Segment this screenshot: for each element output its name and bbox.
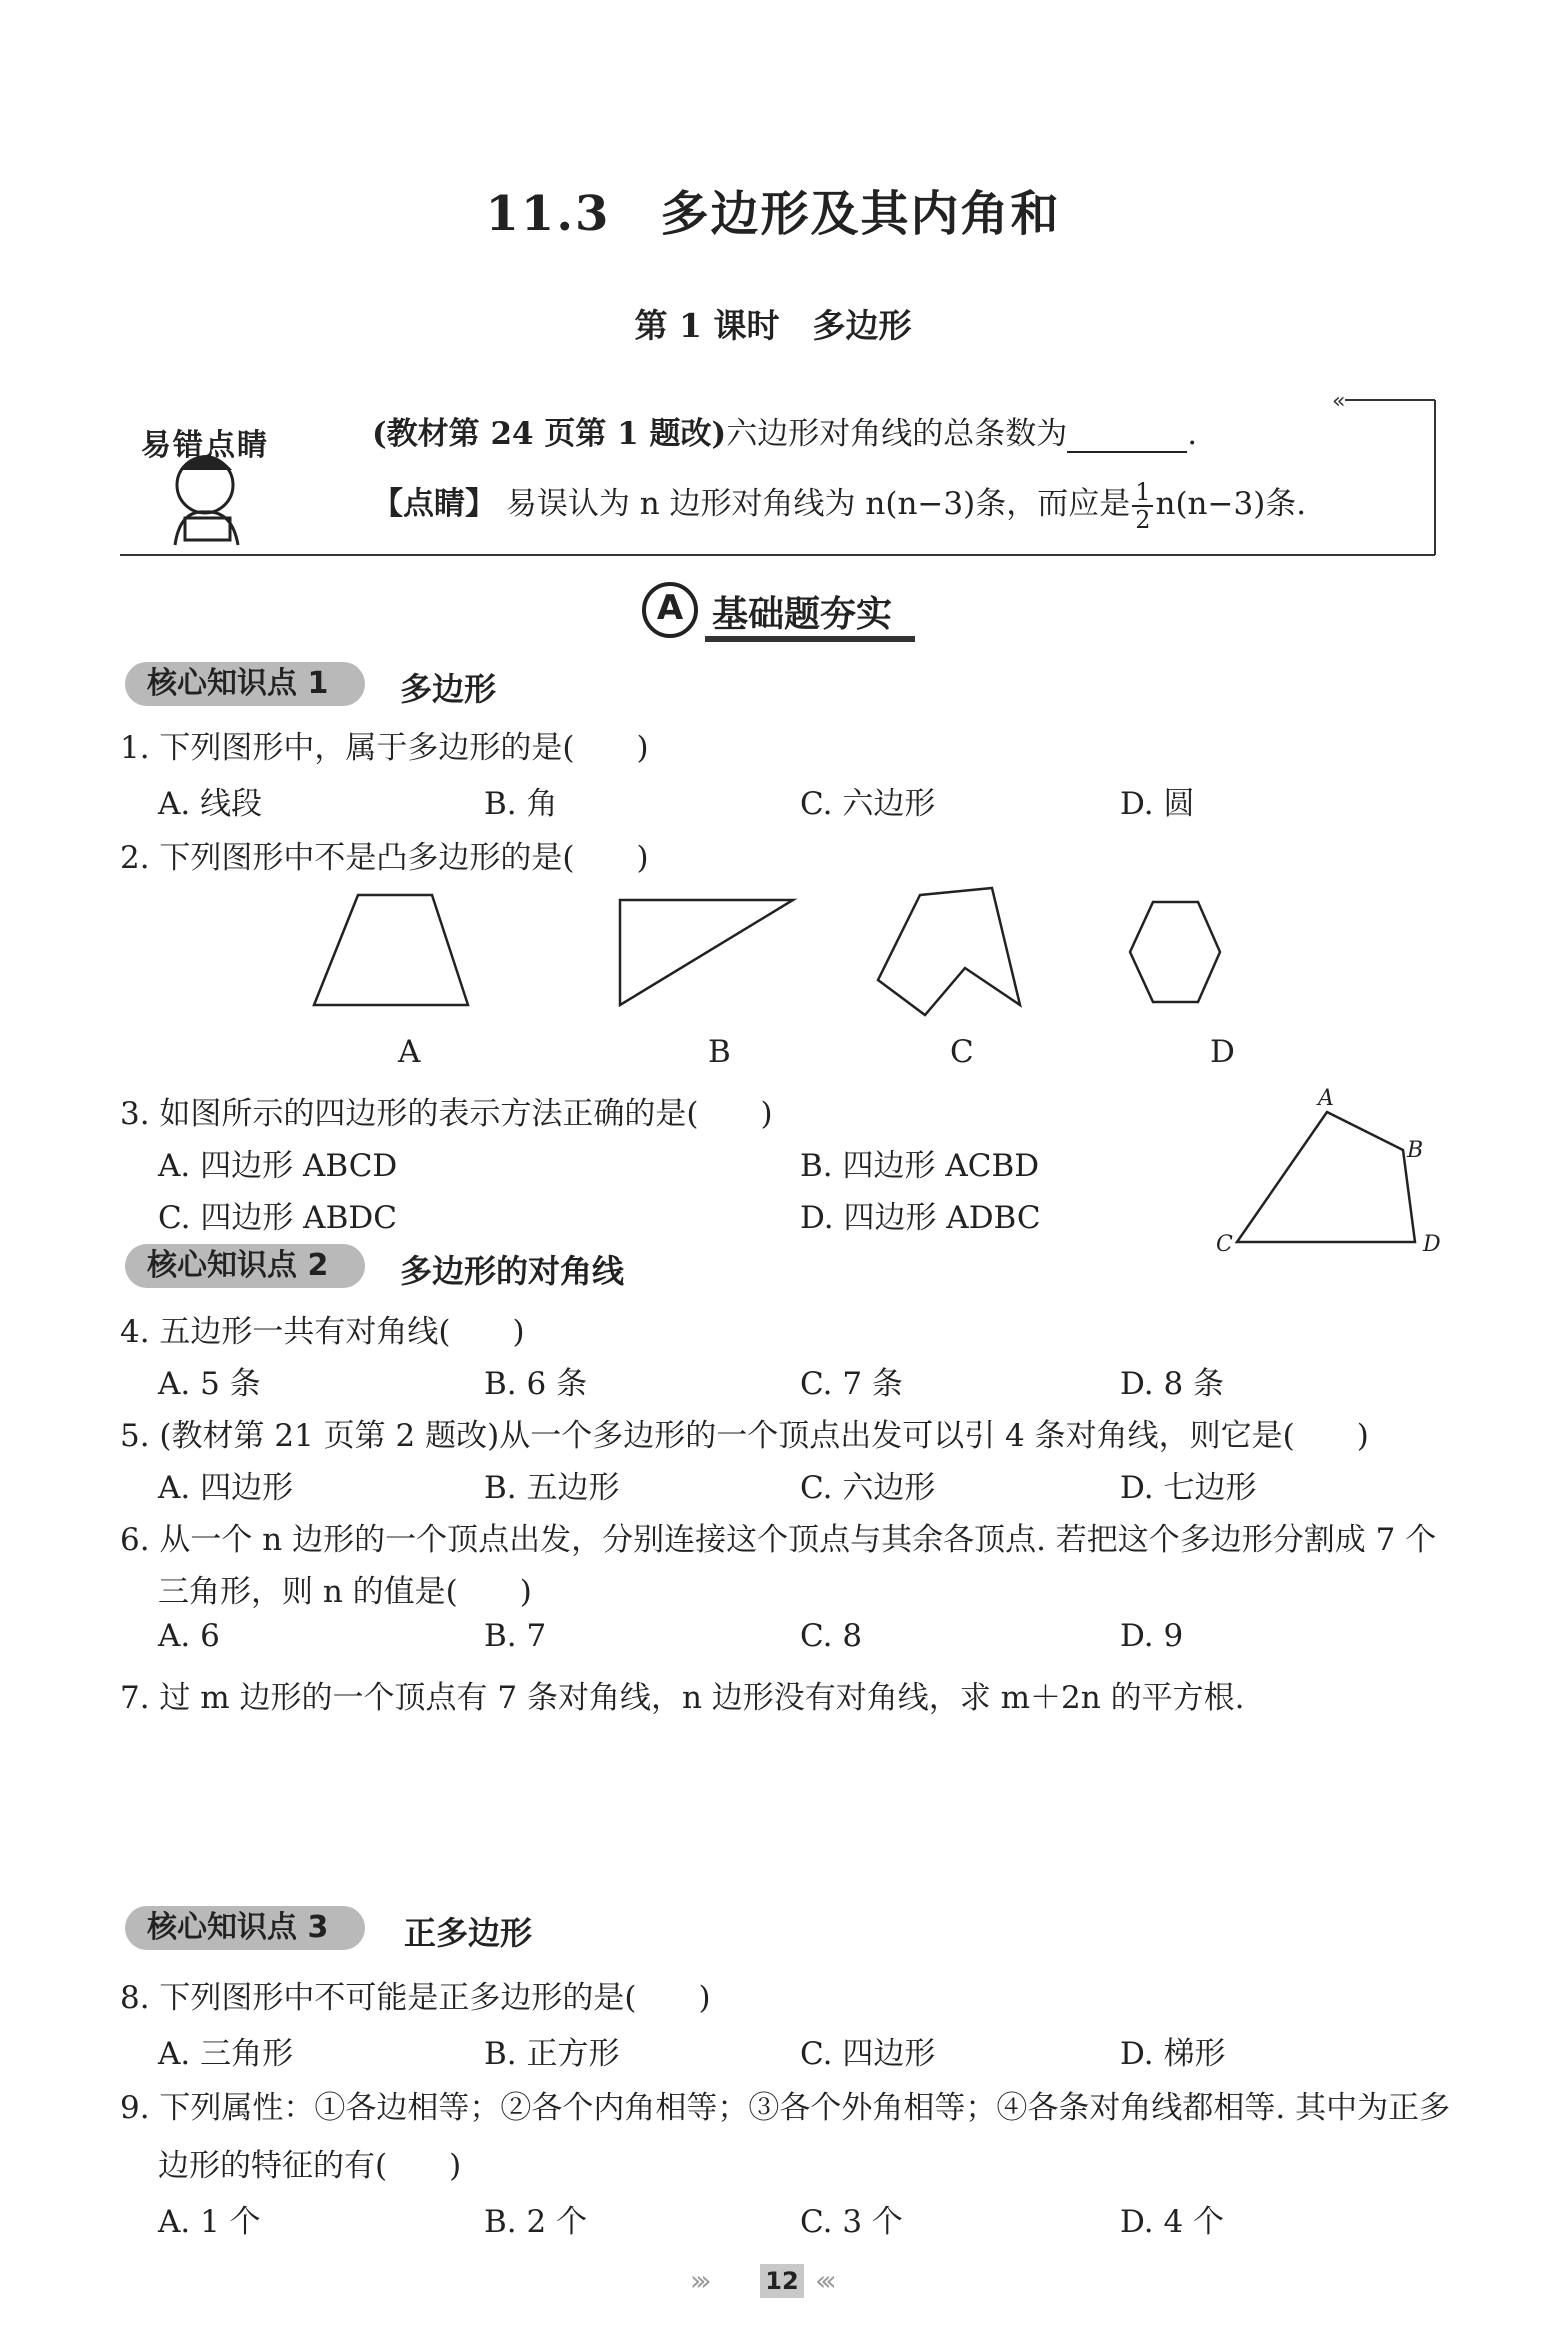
fraction-denominator: 2 <box>1135 505 1151 534</box>
chevrons-left-icon: ‹‹‹ <box>815 2264 831 2297</box>
page-number: 12 <box>760 2264 804 2298</box>
question-6-line-1: 6. 从一个 n 边形的一个顶点出发，分别连接这个顶点与其余各顶点. 若把这个多边形分割成 7 个 <box>120 1522 1437 1558</box>
q9-option-d[interactable]: D. 4 个 <box>1120 2204 1225 2240</box>
question-2: 2. 下列图形中不是凸多边形的是( ) <box>120 840 649 876</box>
fraction-numerator: 1 <box>1132 479 1153 507</box>
section-badge: A <box>656 588 684 628</box>
knowledge-point-title: 多边形 <box>400 670 497 708</box>
q6-option-d[interactable]: D. 9 <box>1120 1618 1184 1654</box>
q5-option-d[interactable]: D. 七边形 <box>1120 1470 1257 1506</box>
vertex-label-d: D <box>1423 1232 1441 1257</box>
knowledge-point-badge: 核心知识点 3 <box>125 1906 365 1950</box>
question-8: 8. 下列图形中不可能是正多边形的是( ) <box>120 1980 711 2016</box>
q3-option-a[interactable]: A. 四边形 ABCD <box>158 1148 398 1184</box>
q9-option-c[interactable]: C. 3 个 <box>800 2204 903 2240</box>
hexagon-shape <box>1130 902 1220 1002</box>
tip-question-end: . <box>1187 416 1198 452</box>
book-icon <box>185 518 230 540</box>
section-title: 基础题夯实 <box>712 594 893 635</box>
section-header <box>640 580 920 650</box>
q1-option-d[interactable]: D. 圆 <box>1120 786 1195 822</box>
tip-question-text: 六边形对角线的总条数为 <box>726 416 1068 452</box>
q5-option-b[interactable]: B. 五边形 <box>484 1470 620 1506</box>
tip-question <box>372 408 1197 453</box>
q2-figures <box>300 880 1300 1030</box>
question-6-line-2: 三角形，则 n 的值是( ) <box>158 1574 532 1610</box>
tip-note-text: 易误认为 n 边形对角线为 n(n−3)条，而应是 <box>505 486 1131 522</box>
q6-option-c[interactable]: C. 8 <box>800 1618 863 1654</box>
answer-area[interactable] <box>120 1730 1430 1900</box>
knowledge-point-badge: 核心知识点 2 <box>125 1244 365 1288</box>
fraction <box>1132 479 1153 533</box>
question-9-line-1: 9. 下列属性：①各边相等；②各个内角相等；③各个外角相等；④各条对角线都相等. 其中为正多 <box>120 2090 1451 2126</box>
question-7: 7. 过 m 边形的一个顶点有 7 条对角线，n 边形没有对角线，求 m＋2n 的平方根. <box>120 1680 1245 1716</box>
q4-option-a[interactable]: A. 5 条 <box>158 1366 261 1402</box>
q8-option-a[interactable]: A. 三角形 <box>158 2036 294 2072</box>
tip-note-label: 【点睛】 <box>372 486 496 522</box>
q1-option-b[interactable]: B. 角 <box>484 786 558 822</box>
svg-text:«: « <box>1332 390 1346 414</box>
q6-option-a[interactable]: A. 6 <box>158 1618 220 1654</box>
q4-option-d[interactable]: D. 8 条 <box>1120 1366 1225 1402</box>
section-underline <box>705 636 915 642</box>
q2-label-c: C <box>950 1034 974 1070</box>
vertex-label-b: B <box>1407 1138 1424 1163</box>
vertex-label-a: A <box>1318 1086 1334 1111</box>
q4-option-c[interactable]: C. 7 条 <box>800 1366 903 1402</box>
knowledge-point-badge: 核心知识点 1 <box>125 662 365 706</box>
tip-badge: 易错点睛 <box>141 428 269 463</box>
knowledge-point-title: 正多边形 <box>404 1914 533 1952</box>
question-1: 1. 下列图形中，属于多边形的是( ) <box>120 730 649 766</box>
question-9-line-2: 边形的特征的有( ) <box>158 2148 462 2184</box>
q1-option-a[interactable]: A. 线段 <box>158 786 263 822</box>
q1-option-c[interactable]: C. 六边形 <box>800 786 936 822</box>
q8-option-b[interactable]: B. 正方形 <box>484 2036 620 2072</box>
page-title: 11.3 多边形及其内角和 <box>485 186 1061 242</box>
q3-option-d[interactable]: D. 四边形 ADBC <box>800 1200 1041 1236</box>
q5-option-a[interactable]: A. 四边形 <box>158 1470 294 1506</box>
knowledge-point-title: 多边形的对角线 <box>400 1252 625 1290</box>
vertex-label-c: C <box>1216 1232 1233 1257</box>
answer-blank[interactable] <box>1067 425 1187 453</box>
q9-option-a[interactable]: A. 1 个 <box>158 2204 261 2240</box>
q3-option-b[interactable]: B. 四边形 ACBD <box>800 1148 1040 1184</box>
tip-note <box>372 478 1306 533</box>
lesson-subtitle: 第 1 课时 多边形 <box>634 306 912 345</box>
q2-label-a: A <box>398 1034 421 1070</box>
page-footer <box>690 2262 870 2302</box>
concave-polygon-shape <box>878 888 1020 1015</box>
tip-source: (教材第 24 页第 1 题改) <box>372 416 727 452</box>
q6-option-b[interactable]: B. 7 <box>484 1618 547 1654</box>
q5-option-c[interactable]: C. 六边形 <box>800 1470 936 1506</box>
q8-option-d[interactable]: D. 梯形 <box>1120 2036 1226 2072</box>
triangle-shape <box>620 900 793 1005</box>
q3-quadrilateral-figure <box>1200 1085 1440 1265</box>
question-4: 4. 五边形一共有对角线( ) <box>120 1314 525 1350</box>
q3-option-c[interactable]: C. 四边形 ABDC <box>158 1200 397 1236</box>
q8-option-c[interactable]: C. 四边形 <box>800 2036 936 2072</box>
tip-note-text-2: n(n−3)条. <box>1155 486 1307 522</box>
question-3: 3. 如图所示的四边形的表示方法正确的是( ) <box>120 1096 773 1132</box>
chevrons-right-icon: ››› <box>690 2264 706 2297</box>
q9-option-b[interactable]: B. 2 个 <box>484 2204 588 2240</box>
q2-label-b: B <box>708 1034 731 1070</box>
trapezoid-shape <box>314 895 468 1005</box>
q4-option-b[interactable]: B. 6 条 <box>484 1366 588 1402</box>
q2-label-d: D <box>1210 1034 1235 1070</box>
question-5: 5. (教材第 21 页第 2 题改)从一个多边形的一个顶点出发可以引 4 条对角线，则它是( ) <box>120 1418 1369 1454</box>
